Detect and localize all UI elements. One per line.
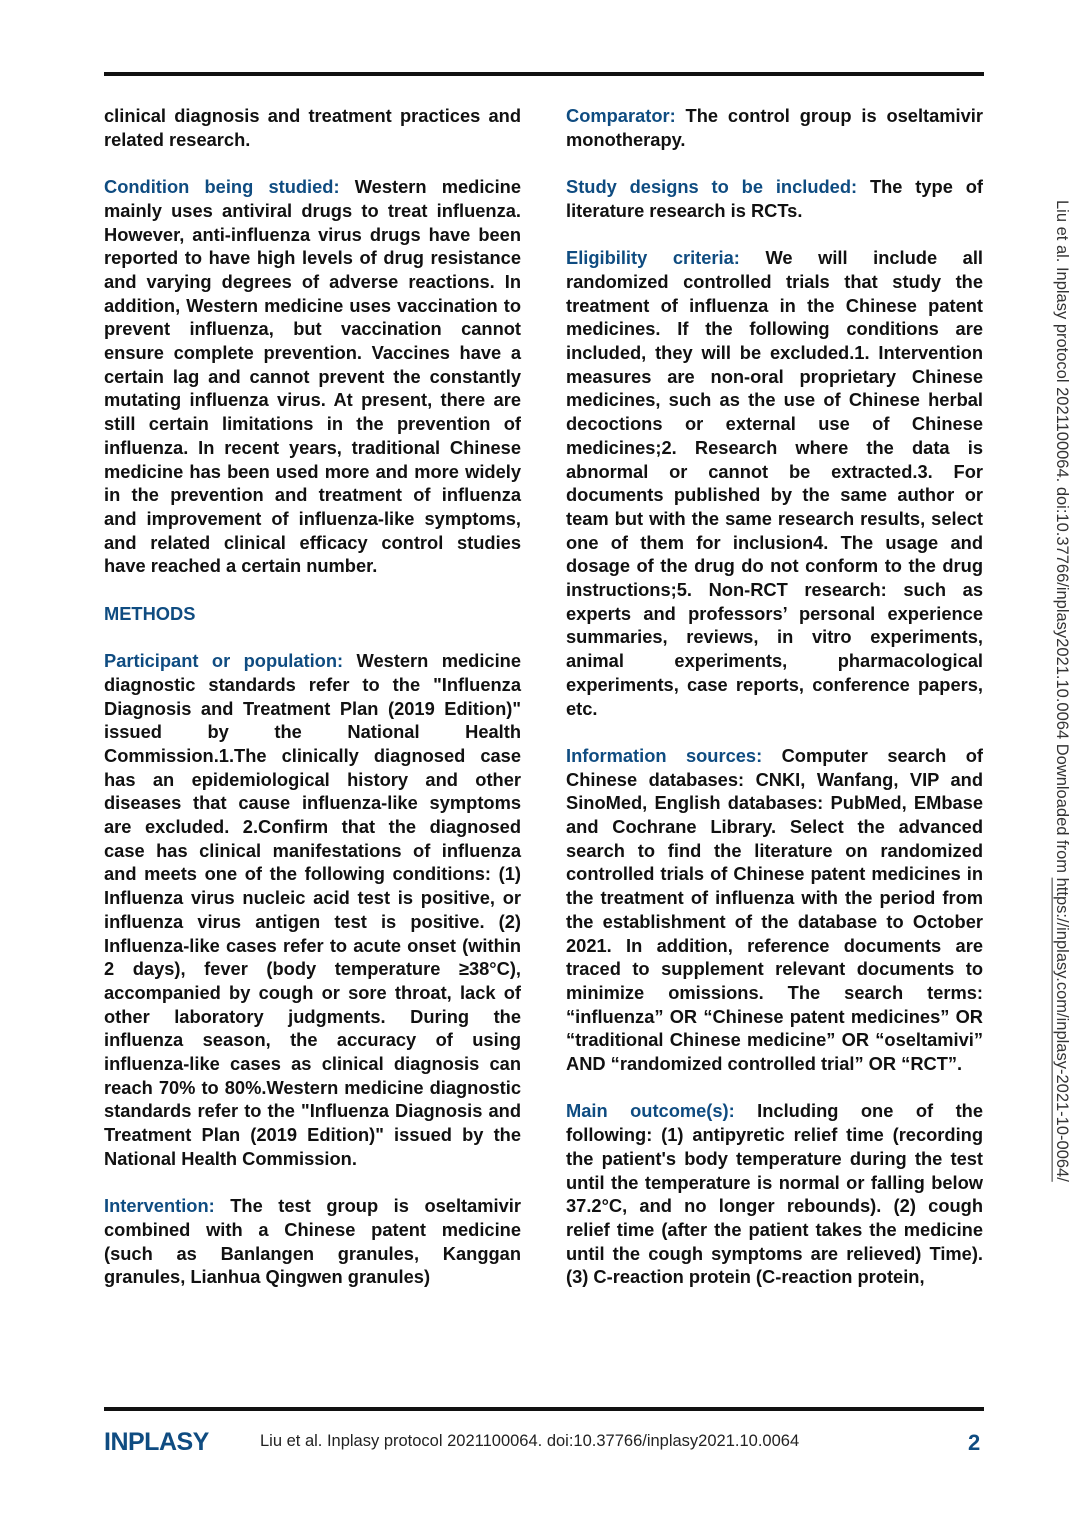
- study-designs-text: The type of literature research is RCTs.: [566, 176, 983, 221]
- condition-label: Condition being studied:: [104, 176, 340, 198]
- eligibility-paragraph: [566, 246, 983, 720]
- participant-label: Participant or population:: [104, 650, 344, 672]
- header-rule: [104, 72, 984, 76]
- condition-text: Western medicine mainly uses antiviral drugs to treat influenza. However, anti-influenza virus drugs have been reported to have high levels of drug resistance and varying degrees of adverse reactions. In addition, Western medicine uses vaccination to prevent influenza, but vaccination cannot ensure complete prevention. Vaccines have a certain lag and cannot prevent the constantly mutating influenza virus. At present, there are still certain limitations in the prevention of influenza. In recent years, traditional Chinese medicine has been used more and more widely in the prevention and treatment of influenza and improvement of influenza-like symptoms, and related clinical efficacy control studies have reached a certain number.: [104, 176, 522, 577]
- participant-text: Western medicine diagnostic standards refer to the "Influenza Diagnosis and Treatment Plan (2019 Edition)" issued by the National Health Commission.1.The clinically diagnosed case has an epidemiological history and other diseases that cause influenza-like symptoms are excluded. 2.Confirm that the diagnosed case has clinical manifestations of influenza and meets one of the following conditions: (1) Influenza virus nucleic acid test is positive, or influenza virus antigen test is positive. (2) Influenza-like cases refer to acute onset (within 2 days), fever (body temperature ≥38°C), accompanied by cough or sore throat, lack of other laboratory judgments. During the influenza season, the accuracy of using influenza-like cases as clinical diagnosis can reach 70% to 80%.Western medicine diagnostic standards refer to the "Influenza Diagnosis and Treatment Plan (2019 Edition)" issued by the National Health Commission.: [104, 650, 521, 1169]
- left-column: [104, 104, 521, 1313]
- intervention-text: The test group is oseltamivir combined with a Chinese patent medicine (such as Banlangen granules, Kanggan granules, Lianhua Qingwen granules): [104, 1195, 521, 1288]
- main-outcomes-label: Main outcome(s):: [566, 1100, 735, 1122]
- information-sources-paragraph: [566, 744, 983, 1076]
- intro-paragraph: [104, 104, 521, 151]
- right-column: [566, 104, 983, 1313]
- condition-paragraph: [104, 175, 521, 578]
- eligibility-label: Eligibility criteria:: [566, 247, 740, 269]
- main-outcomes-text: Including one of the following: (1) antipyretic relief time (recording the patient's body temperature during the test until the temperature is normal or falling below 37.2°C, and no longer rebounds). (2) cough relief time (after the patient takes the medicine until the cough symptoms are relieved) Time). (3) C-reaction protein (C-reaction protein,: [566, 1100, 983, 1288]
- information-sources-text: Computer search of Chinese databases: CNKI, Wanfang, VIP and SinoMed, English databases: PubMed, EMbase and Cochrane Library. Select the advanced search to find the literature on randomized controlled trials of Chinese patent medicines in the treatment of influenza with the period from the establishment of the database to October 2021. In addition, reference documents are traced to supplement relevant documents to minimize omissions. The search terms: “influenza” OR “Chinese patent medicines” OR “traditional Chinese medicine” OR “oseltamivi” AND “randomized controlled trial” OR “RCT”.: [566, 744, 983, 1075]
- information-sources-label: Information sources:: [566, 744, 763, 766]
- eligibility-text: We will include all randomized controlled trials that study the treatment of influenza in the Chinese patent medicines. If the following conditions are included, they will be excluded.1. Intervention measures are non-oral proprietary Chinese medicines, such as the use of Chinese herbal decoctions or external use of Chinese medicines;2. Research where the data is abnormal or cannot be extracted.3. For documents published by the same author or team but with the same research results, select one of them for inclusion4. The usage and dosage of the drug do not conform to the drug instructions;5. Non-RCT research: such as experts and professors’ personal experience summaries, reviews, in vitro experiments, animal experiments, pharmacological experiments, case reports, conference papers, etc.: [566, 247, 983, 719]
- download-link[interactable]: https://inplasy.com/inplasy-2021-10-0064/: [1053, 877, 1071, 1182]
- side-download-note: [1052, 200, 1071, 1182]
- footer-citation: Liu et al. Inplasy protocol 2021100064. doi:10.37766/inplasy2021.10.0064: [260, 1432, 800, 1450]
- side-note-text: Liu et al. Inplasy protocol 2021100064. doi:10.37766/inplasy2021.10.0064 Downloaded from: [1053, 200, 1071, 878]
- page-number: 2: [968, 1430, 981, 1455]
- main-outcomes-paragraph: [566, 1099, 983, 1289]
- footer-rule: [104, 1407, 984, 1411]
- comparator-paragraph: [566, 104, 983, 151]
- intervention-paragraph: [104, 1194, 521, 1289]
- study-designs-paragraph: [566, 175, 983, 222]
- intro-text: clinical diagnosis and treatment practices and related research.: [104, 105, 521, 150]
- footer-brand-logo: INPLASY: [104, 1428, 209, 1456]
- comparator-text: The control group is oseltamivir monotherapy.: [566, 105, 983, 150]
- intervention-label: Intervention:: [104, 1195, 215, 1217]
- comparator-label: Comparator:: [566, 105, 676, 126]
- participant-paragraph: [104, 649, 521, 1170]
- methods-heading: METHODS: [104, 602, 196, 624]
- study-designs-label: Study designs to be included:: [566, 176, 858, 198]
